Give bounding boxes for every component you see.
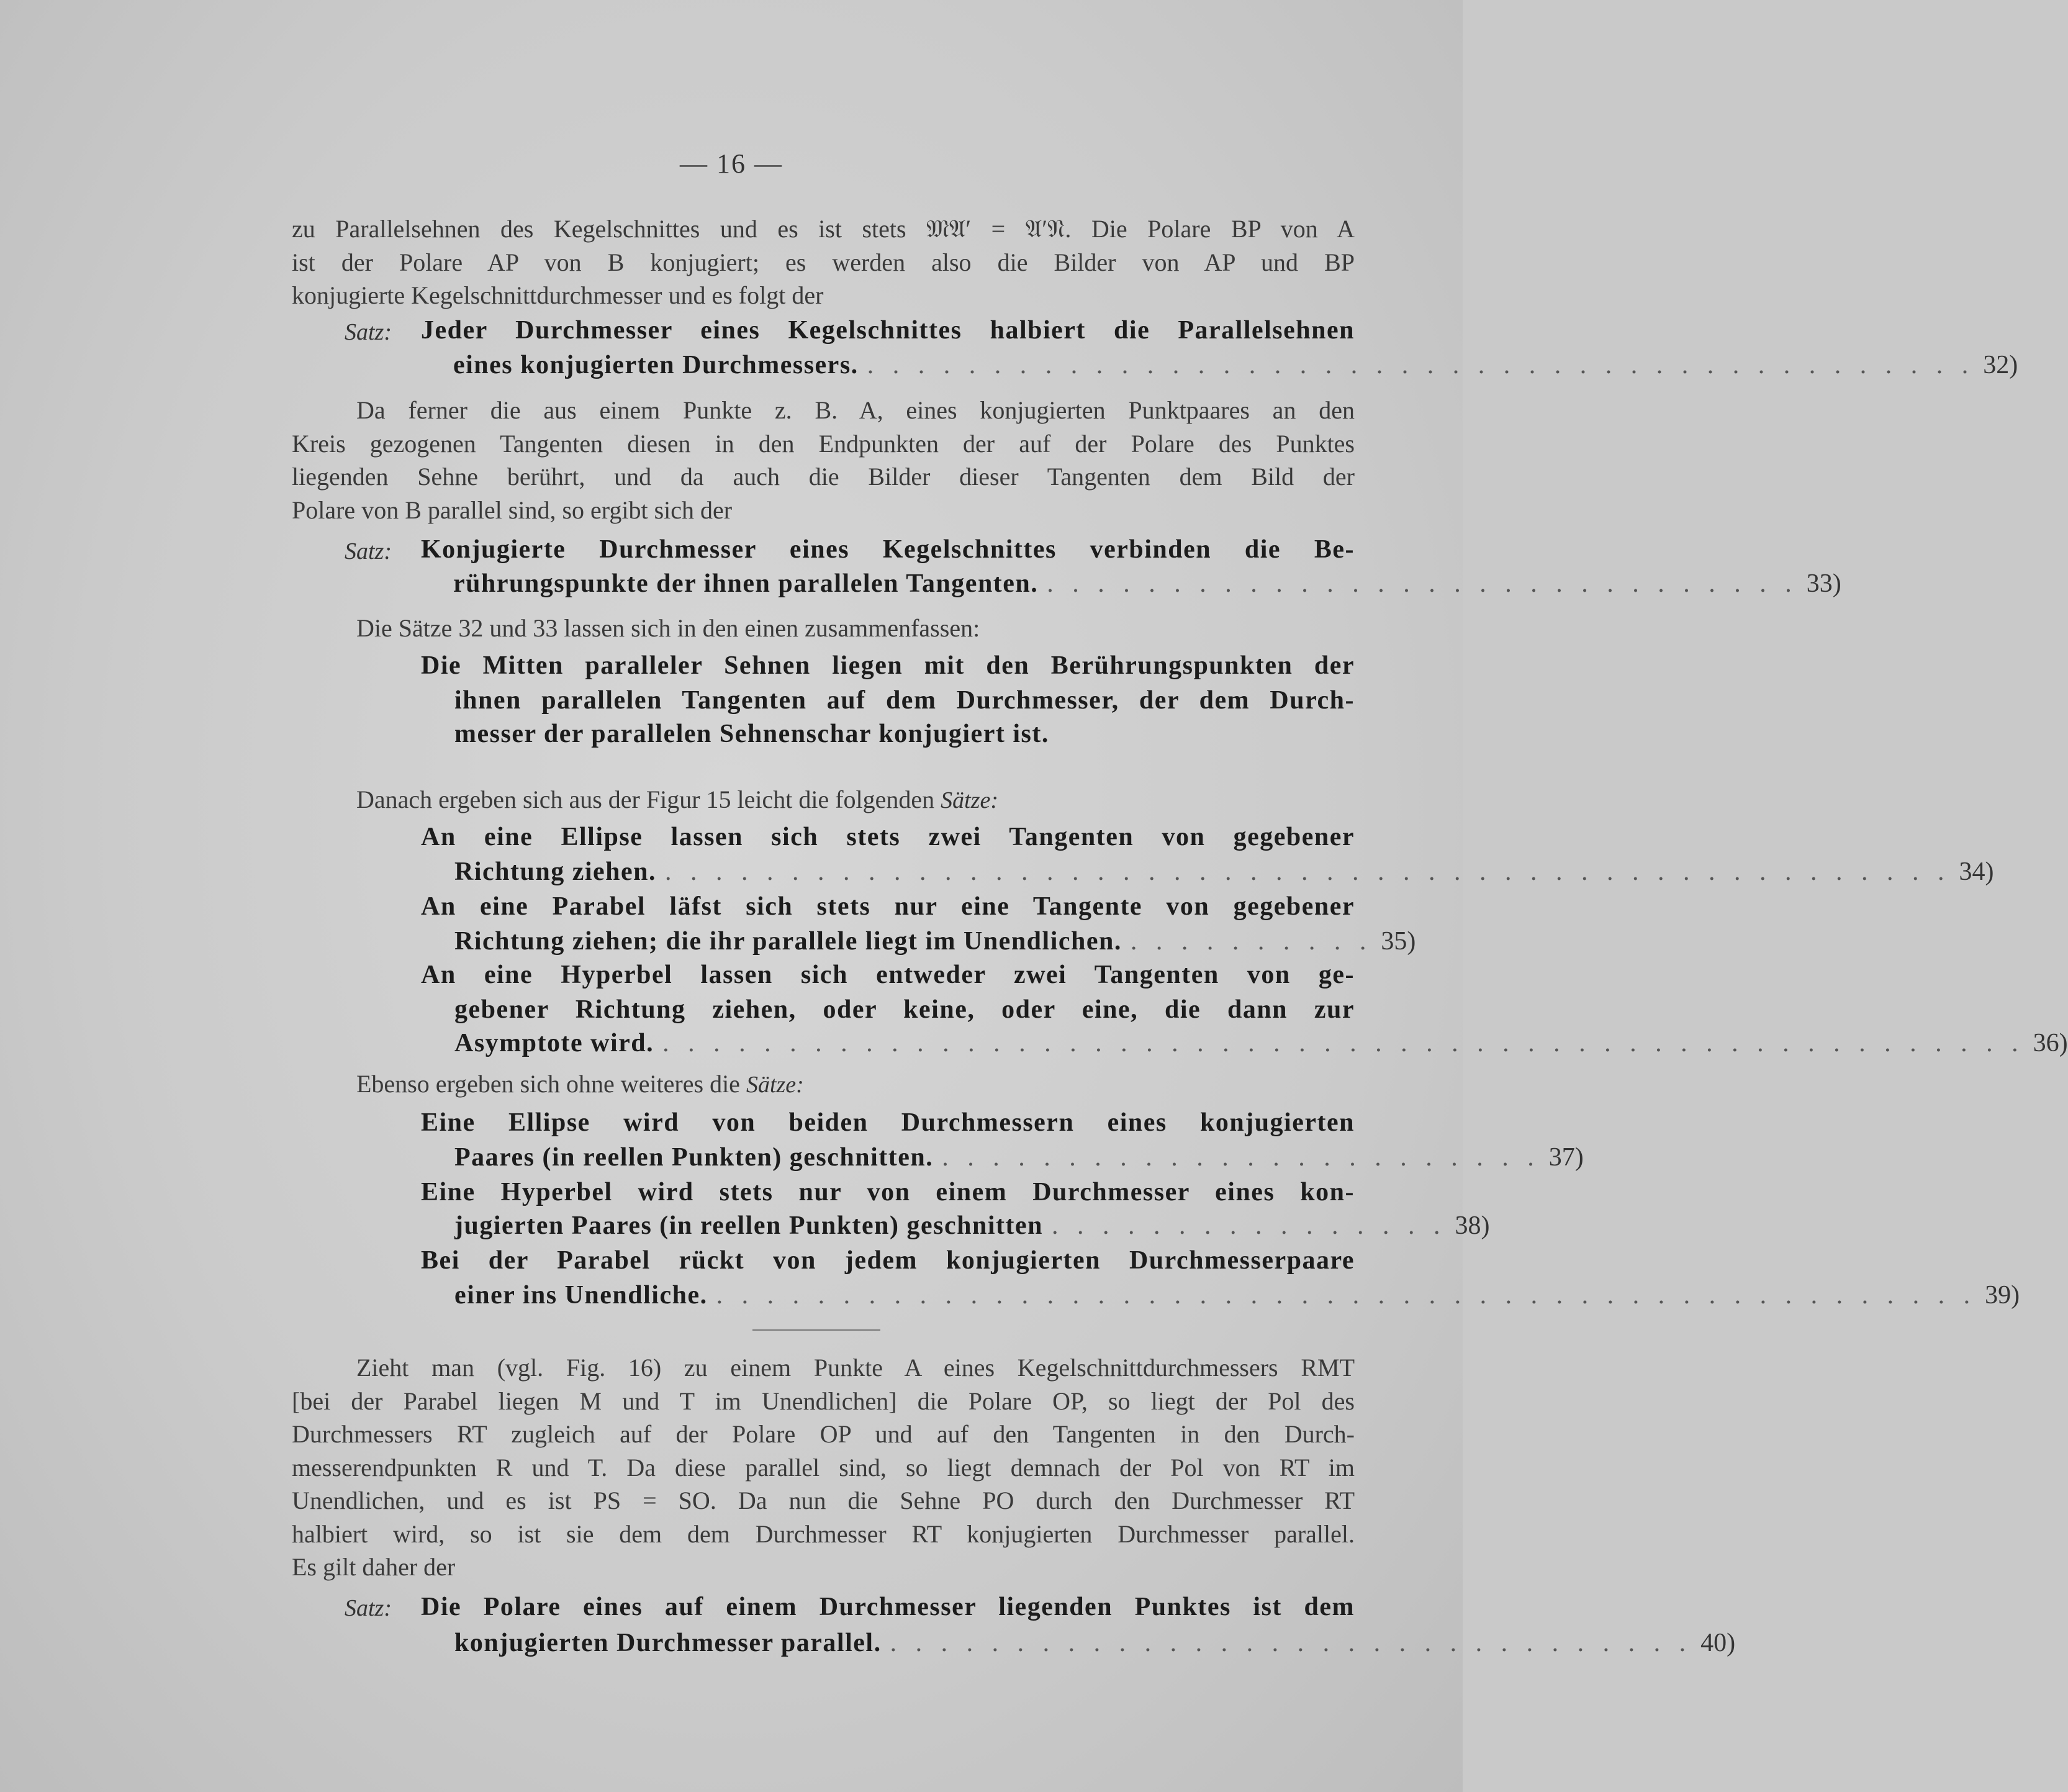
para4-italic: Sätze: — [941, 787, 999, 813]
satz-37-line-2 — [454, 1143, 1584, 1172]
satz-33-label: Satz: — [345, 538, 392, 564]
satz-37-text: Paares (in reellen Punkten) geschnitten. — [454, 1143, 934, 1172]
intro-line-2: ist der Polare AP von B konjugiert; es werden also die Bilder von AP und BP — [292, 248, 1355, 276]
combined-line-1: Die Mitten paralleler Sehnen liegen mit den Berührungspunkten der — [421, 651, 1355, 680]
satz-33-text: rührungspunkte der ihnen parallelen Tangenten. — [453, 569, 1039, 598]
satz-40-line-1: Die Polare eines auf einem Durchmesser liegenden Punktes ist dem — [421, 1593, 1355, 1621]
satz-38-line-2 — [454, 1211, 1490, 1241]
leader-dots: . . . . . . . . . . — [1130, 927, 1373, 956]
paragraph-5 — [356, 1069, 804, 1098]
para6-line-1: Zieht man (vgl. Fig. 16) zu einem Punkte A eines Kegelschnittdurchmessers RMT — [356, 1354, 1355, 1382]
satz-36-line-1: An eine Hyperbel lassen sich entweder zwei Tangenten von ge- — [421, 961, 1355, 989]
satz-34-text: Richtung ziehen. — [454, 858, 657, 886]
para2-line-3: liegenden Sehne berührt, und da auch die Bilder dieser Tangenten dem Bild der — [292, 463, 1355, 491]
leader-dots: . . . . . . . . . . . . . . . . . . . . . . . . . . . . . . . . . . . . . . . . . . . . . . . . . . . — [665, 858, 1951, 886]
section-divider — [752, 1329, 880, 1331]
leader-dots: . . . . . . . . . . . . . . . . . . . . . . . . — [942, 1143, 1540, 1172]
para2-line-1: Da ferner die aus einem Punkte z. B. A, eines konjugierten Punktpaares an den — [356, 396, 1355, 424]
para6-line-6: halbiert wird, so ist sie dem dem Durchmesser RT konjugierten Durchmesser parallel. — [292, 1519, 1355, 1548]
satz-36-line-2: gebener Richtung ziehen, oder keine, oder eine, die dann zur — [454, 995, 1355, 1024]
para4-text: Danach ergeben sich aus der Figur 15 leicht die folgenden — [356, 785, 935, 813]
satz-32-number: 32) — [1983, 351, 2018, 379]
leader-dots: . . . . . . . . . . . . . . . . . . . . . . . . . . . . . . . . . . . . . . . . . . . . — [867, 351, 1975, 379]
satz-35-number: 35) — [1381, 927, 1416, 956]
satz-34-line-2 — [454, 857, 1994, 887]
satz-40-line-2 — [454, 1628, 1736, 1658]
satz-36-number: 36) — [2033, 1029, 2068, 1057]
satz-35-text: Richtung ziehen; die ihr parallele liegt im Unendlichen. — [454, 927, 1122, 956]
leader-dots: . . . . . . . . . . . . . . . . . . . . . . . . . . . . . . . . . . . . . . . . . . . . . . . . . . — [716, 1281, 1977, 1310]
satz-36-text: Asymptote wird. — [454, 1029, 654, 1057]
satz-35-line-1: An eine Parabel läfst sich stets nur eine Tangente von gegebener — [421, 892, 1355, 921]
intro-line-3: konjugierte Kegelschnittdurchmesser und es folgt der — [292, 281, 824, 309]
satz-35-line-2 — [454, 926, 1416, 956]
satz-39-line-1: Bei der Parabel rückt von jedem konjugierten Durchmesserpaare — [421, 1246, 1355, 1275]
satz-39-line-2 — [454, 1280, 2020, 1310]
para6-line-4: messerendpunkten R und T. Da diese parallel sind, so liegt demnach der Pol von RT im — [292, 1453, 1355, 1482]
leader-dots: . . . . . . . . . . . . . . . . . . . . . . . . . . . . . . . . . . . . . . . . . . . . . . . . . . . . . . — [662, 1029, 2025, 1057]
para2-line-2: Kreis gezogenen Tangenten diesen in den Endpunkten der auf der Polare des Punktes — [292, 429, 1355, 458]
intro-line-1: zu Parallelsehnen des Kegelschnittes und es ist stets 𝔐𝔄′ = 𝔄′𝔑. Die Polare BP von A — [292, 215, 1355, 243]
satz-32-label: Satz: — [345, 319, 392, 345]
satz-32-line-2 — [453, 350, 2018, 380]
satz-33-number: 33) — [1806, 569, 1841, 598]
satz-40-label: Satz: — [345, 1595, 392, 1621]
satz-36-line-3 — [454, 1028, 2068, 1058]
satz-40-number: 40) — [1700, 1629, 1736, 1657]
paragraph-6 — [292, 1351, 1355, 1584]
paragraph-3: Die Sätze 32 und 33 lassen sich in den einen zusammenfassen: — [356, 614, 980, 642]
para2-line-4: Polare von B parallel sind, so ergibt sich der — [292, 496, 733, 524]
para6-line-2: [bei der Parabel liegen M und T im Unendlichen] die Polare OP, so liegt der Pol des — [292, 1387, 1355, 1415]
para5-italic: Sätze: — [746, 1072, 804, 1098]
satz-38-text: jugierten Paares (in reellen Punkten) geschnitten — [454, 1211, 1044, 1240]
leader-dots: . . . . . . . . . . . . . . . . — [1052, 1211, 1447, 1240]
satz-37-line-1: Eine Ellipse wird von beiden Durchmessern eines konjugierten — [421, 1108, 1355, 1137]
satz-38-number: 38) — [1455, 1211, 1490, 1240]
satz-32-line-1: Jeder Durchmesser eines Kegelschnittes halbiert die Parallelsehnen — [421, 316, 1355, 345]
combined-line-3: messer der parallelen Sehnenschar konjugiert ist. — [454, 720, 1049, 748]
paragraph-2 — [292, 394, 1355, 527]
page-number: — 16 — — [680, 148, 783, 179]
satz-34-line-1: An eine Ellipse lassen sich stets zwei Tangenten von gegebener — [421, 823, 1355, 851]
satz-33-line-1: Konjugierte Durchmesser eines Kegelschnittes verbinden die Be- — [421, 535, 1355, 564]
combined-line-2: ihnen parallelen Tangenten auf dem Durchmesser, der dem Durch- — [454, 686, 1355, 715]
satz-38-line-1: Eine Hyperbel wird stets nur von einem Durchmesser eines kon- — [421, 1178, 1355, 1206]
para6-line-3: Durchmessers RT zugleich auf der Polare OP und auf den Tangenten in den Durch- — [292, 1420, 1355, 1448]
satz-33-line-2 — [453, 569, 1841, 599]
leader-dots: . . . . . . . . . . . . . . . . . . . . . . . . . . . . . . . . — [890, 1629, 1692, 1657]
para5-text: Ebenso ergeben sich ohne weiteres die — [356, 1070, 740, 1098]
satz-34-number: 34) — [1959, 858, 1994, 886]
intro-paragraph — [292, 212, 1355, 312]
satz-40-text: konjugierten Durchmesser parallel. — [454, 1629, 882, 1657]
satz-32-text: eines konjugierten Durchmessers. — [453, 351, 859, 379]
paragraph-4 — [356, 785, 998, 814]
satz-37-number: 37) — [1548, 1143, 1584, 1172]
satz-39-text: einer ins Unendliche. — [454, 1281, 708, 1310]
leader-dots: . . . . . . . . . . . . . . . . . . . . . . . . . . . . . . — [1047, 569, 1798, 598]
para6-line-7: Es gilt daher der — [292, 1553, 456, 1581]
satz-39-number: 39) — [1985, 1281, 2020, 1310]
para6-line-5: Unendlichen, und es ist PS = SO. Da nun die Sehne PO durch den Durchmesser RT — [292, 1487, 1355, 1514]
